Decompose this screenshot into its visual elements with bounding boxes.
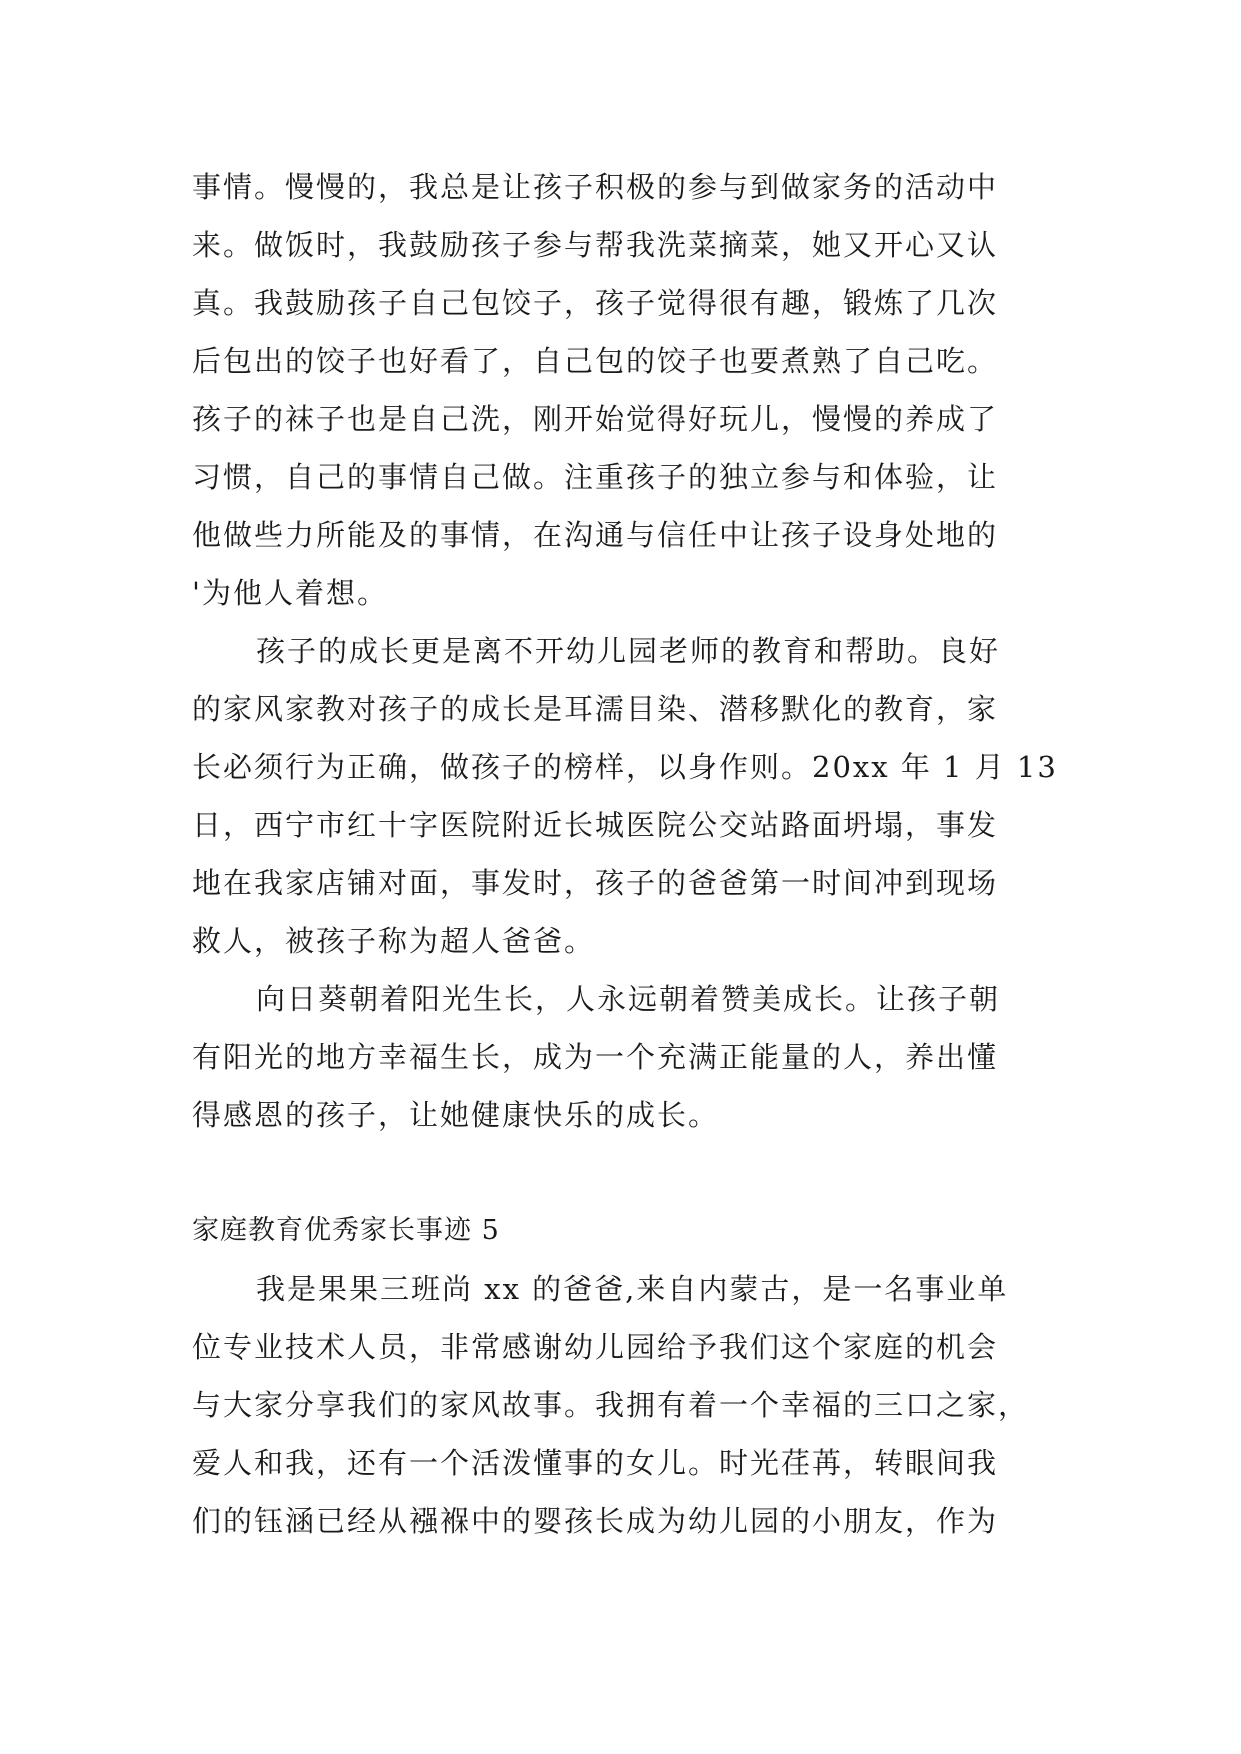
text-line: 真。我鼓励孩子自己包饺子，孩子觉得很有趣，锻炼了几次 xyxy=(192,286,999,320)
text-line: 爱人和我，还有一个活泼懂事的女儿。时光荏苒，转眼间我 xyxy=(192,1446,999,1480)
text-line: 有阳光的地方幸福生长，成为一个充满正能量的人，养出懂 xyxy=(192,1040,999,1074)
text-line: 孩子的成长更是离不开幼儿园老师的教育和帮助。良好 xyxy=(256,634,1001,668)
text-line: 习惯，自己的事情自己做。注重孩子的独立参与和体验，让 xyxy=(192,460,999,494)
text-line: 我是果果三班尚 xx 的爸爸,来自内蒙古，是一名事业单 xyxy=(256,1272,1009,1306)
text-line: 他做些力所能及的事情，在沟通与信任中让孩子设身处地的 xyxy=(192,518,999,552)
text-line: 救人，被孩子称为超人爸爸。 xyxy=(192,924,596,958)
document-body xyxy=(192,158,1072,1550)
text-line: '为他人着想。 xyxy=(192,576,388,610)
text-line: 们的钰涵已经从襁褓中的婴孩长成为幼儿园的小朋友，作为 xyxy=(192,1504,999,1538)
paragraph-sunflower xyxy=(192,970,1072,1144)
text-line: 向日葵朝着阳光生长，人永远朝着赞美成长。让孩子朝 xyxy=(256,982,1001,1016)
text-line: 与大家分享我们的家风故事。我拥有着一个幸福的三口之家， xyxy=(192,1388,1030,1422)
text-line: 长必须行为正确，做孩子的榜样，以身作则。20xx 年 1 月 13 xyxy=(192,750,1058,784)
section-heading: 家庭教育优秀家长事迹 5 xyxy=(192,1215,500,1246)
text-line: 来。做饭时，我鼓励孩子参与帮我洗菜摘菜，她又开心又认 xyxy=(192,228,999,262)
paragraph-growth xyxy=(192,622,1072,970)
text-line: 孩子的袜子也是自己洗，刚开始觉得好玩儿，慢慢的养成了 xyxy=(192,402,999,436)
paragraph-introduction xyxy=(192,1260,1072,1550)
text-line: 后包出的饺子也好看了，自己包的饺子也要煮熟了自己吃。 xyxy=(192,344,999,378)
paragraph-chores xyxy=(192,158,1072,622)
text-line: 的家风家教对孩子的成长是耳濡目染、潜移默化的教育，家 xyxy=(192,692,999,726)
text-line: 日，西宁市红十字医院附近长城医院公交站路面坍塌，事发 xyxy=(192,808,999,842)
text-line: 地在我家店铺对面，事发时，孩子的爸爸第一时间冲到现场 xyxy=(192,866,999,900)
text-line: 事情。慢慢的，我总是让孩子积极的参与到做家务的活动中 xyxy=(192,170,999,204)
text-line: 位专业技术人员，非常感谢幼儿园给予我们这个家庭的机会 xyxy=(192,1330,999,1364)
text-line: 得感恩的孩子，让她健康快乐的成长。 xyxy=(192,1098,720,1132)
